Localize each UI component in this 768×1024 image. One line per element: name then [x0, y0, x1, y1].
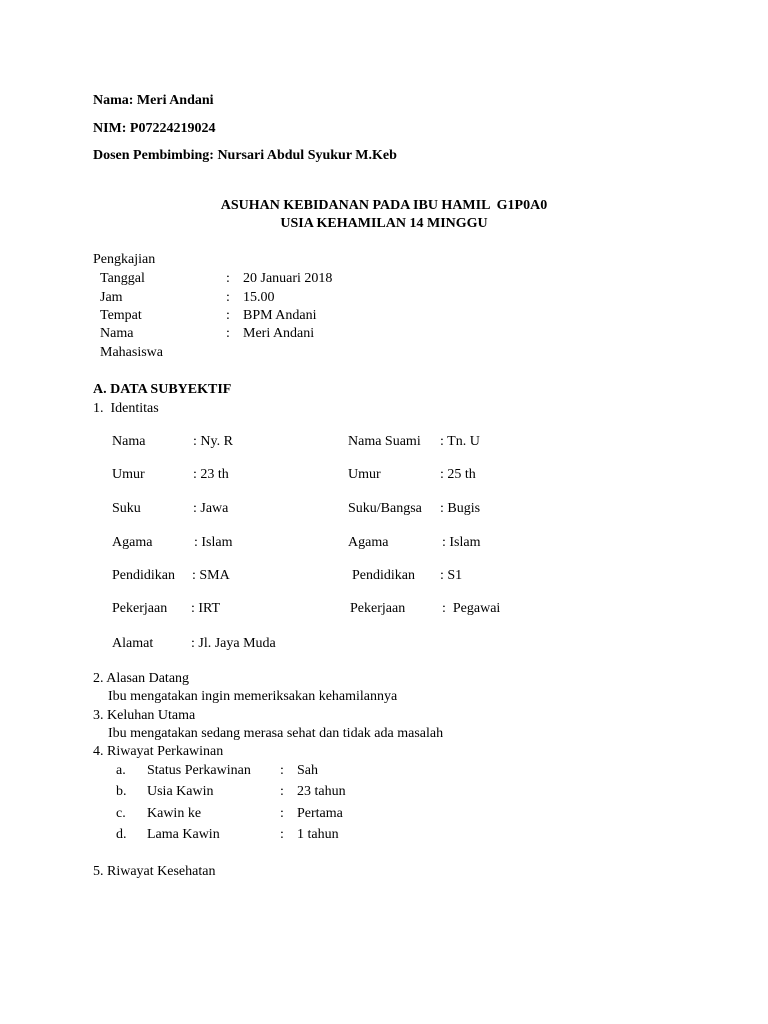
pengkajian-sep: :	[226, 290, 230, 305]
identitas-right-label: Suku/Bangsa	[348, 501, 422, 516]
student-name: Nama: Meri Andani	[93, 93, 214, 108]
identitas-left-value: : Jawa	[193, 501, 229, 516]
keluhan-text: Ibu mengatakan sedang merasa sehat dan tidak ada masalah	[108, 726, 444, 741]
perkawinan-heading: 4. Riwayat Perkawinan	[93, 744, 224, 759]
identitas-right-label: Umur	[348, 467, 381, 482]
identitas-right-value: : Tn. U	[440, 434, 480, 449]
perkawinan-sep: :	[280, 806, 284, 821]
identitas-right-value: : Islam	[442, 535, 481, 550]
identitas-right-value: : 25 th	[440, 467, 476, 482]
alasan-text: Ibu mengatakan ingin memeriksakan kehamilannya	[108, 689, 398, 704]
perkawinan-sep: :	[280, 784, 284, 799]
supervisor: Dosen Pembimbing: Nursari Abdul Syukur M.Keb	[93, 148, 397, 163]
identitas-right-label: Pekerjaan	[350, 601, 406, 616]
identitas-right-value: : S1	[440, 568, 463, 583]
identitas-right-value: : Bugis	[440, 501, 481, 516]
pengkajian-sep: :	[226, 326, 230, 341]
pengkajian-value: 20 Januari 2018	[243, 271, 333, 286]
pengkajian-label: Tempat	[100, 308, 142, 323]
perkawinan-value: 23 tahun	[297, 784, 346, 799]
perkawinan-label: Status Perkawinan	[147, 763, 251, 778]
identitas-right-label: Agama	[348, 535, 389, 550]
identitas-left-value: : Jl. Jaya Muda	[191, 636, 276, 651]
pengkajian-label: Jam	[100, 290, 123, 305]
document-title-line1: ASUHAN KEBIDANAN PADA IBU HAMIL G1P0A0	[220, 198, 548, 213]
identitas-left-value: : IRT	[191, 601, 221, 616]
identitas-right-value: : Pegawai	[442, 601, 501, 616]
perkawinan-letter: d.	[116, 827, 127, 842]
identitas-right-label: Pendidikan	[352, 568, 415, 583]
pengkajian-sep: :	[226, 271, 230, 286]
identitas-left-label: Nama	[112, 434, 146, 449]
identitas-heading: 1. Identitas	[93, 401, 159, 416]
alasan-heading: 2. Alasan Datang	[93, 671, 190, 686]
perkawinan-label: Lama Kawin	[147, 827, 220, 842]
pengkajian-value: BPM Andani	[243, 308, 317, 323]
identitas-right-label: Nama Suami	[348, 434, 421, 449]
identitas-left-value: : SMA	[192, 568, 230, 583]
document-title-line2: USIA KEHAMILAN 14 MINGGU	[280, 216, 488, 231]
perkawinan-sep: :	[280, 763, 284, 778]
perkawinan-value: Sah	[297, 763, 318, 778]
student-nim: NIM: P07224219024	[93, 121, 216, 136]
perkawinan-value: Pertama	[297, 806, 343, 821]
identitas-left-value: : Ny. R	[193, 434, 233, 449]
perkawinan-letter: b.	[116, 784, 127, 799]
identitas-left-label: Suku	[112, 501, 141, 516]
perkawinan-letter: a.	[116, 763, 126, 778]
pengkajian-value: Meri Andani	[243, 326, 315, 341]
identitas-left-label: Agama	[112, 535, 153, 550]
identitas-left-value: : 23 th	[193, 467, 229, 482]
section-a-heading: A. DATA SUBYEKTIF	[93, 382, 232, 397]
perkawinan-sep: :	[280, 827, 284, 842]
keluhan-heading: 3. Keluhan Utama	[93, 708, 196, 723]
identitas-left-label: Umur	[112, 467, 145, 482]
identitas-left-label: Pekerjaan	[112, 601, 168, 616]
pengkajian-heading: Pengkajian	[93, 252, 156, 267]
pengkajian-label-continuation: Mahasiswa	[100, 345, 163, 360]
perkawinan-label: Usia Kawin	[147, 784, 214, 799]
identitas-left-label: Alamat	[112, 636, 154, 651]
pengkajian-value: 15.00	[243, 290, 275, 305]
pengkajian-sep: :	[226, 308, 230, 323]
perkawinan-label: Kawin ke	[147, 806, 202, 821]
kesehatan-heading: 5. Riwayat Kesehatan	[93, 864, 216, 879]
pengkajian-label: Tanggal	[100, 271, 145, 286]
identitas-left-value: : Islam	[194, 535, 233, 550]
perkawinan-letter: c.	[116, 806, 126, 821]
identitas-left-label: Pendidikan	[112, 568, 175, 583]
perkawinan-value: 1 tahun	[297, 827, 339, 842]
pengkajian-label: Nama	[100, 326, 134, 341]
